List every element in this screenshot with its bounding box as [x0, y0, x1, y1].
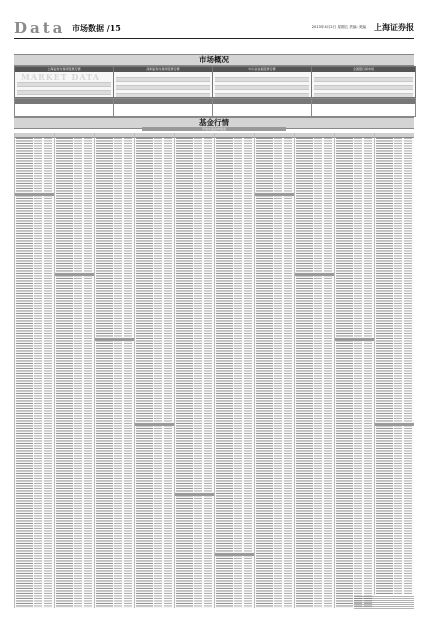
fund-column-text: [16, 138, 33, 608]
fund-column-text: [124, 138, 133, 608]
fund-table-column: [334, 133, 374, 608]
fund-column-text: [376, 138, 393, 595]
fund-column-text: [364, 138, 373, 608]
fund-table-column: [174, 133, 214, 608]
fund-table-column: [214, 133, 254, 608]
fund-category-band: [375, 423, 414, 426]
fund-table-column: [54, 133, 94, 608]
section-brand: Data: [14, 19, 66, 37]
fund-column-text: [164, 138, 173, 608]
fund-column-text: [136, 138, 153, 608]
fund-column-text: [404, 138, 413, 595]
fund-table-subtitle: 开放式基金净值表: [142, 127, 286, 131]
fund-category-band: [295, 273, 334, 276]
market-panel: [113, 66, 213, 98]
market-panel: [311, 66, 416, 98]
market-panel: [14, 66, 114, 98]
fund-table-column: [134, 133, 174, 608]
fund-column-text: [204, 138, 213, 608]
fund-column-text: [44, 138, 53, 608]
fund-column-text: [314, 138, 323, 608]
fund-column-text: [256, 138, 273, 608]
fund-column-text: [114, 138, 123, 608]
fund-column-text: [56, 138, 73, 608]
fund-table-column: [254, 133, 294, 608]
fund-category-band: [175, 493, 214, 496]
fund-table-column: [374, 133, 414, 595]
fund-column-text: [336, 138, 353, 608]
fund-column-text: [284, 138, 293, 608]
footnote: [354, 596, 414, 610]
market-panel-title: 深圳证券交易所股票行情: [114, 67, 212, 72]
fund-category-band: [335, 338, 374, 341]
market-subpanel: [14, 98, 114, 117]
fund-category-band: [255, 193, 294, 196]
fund-column-text: [234, 138, 243, 608]
newspaper-name: 上海证券报: [374, 22, 414, 32]
fund-table: [14, 127, 414, 610]
market-panel-rows: [314, 74, 413, 95]
fund-column-text: [154, 138, 163, 608]
fund-category-band: [55, 273, 94, 276]
market-panel: [212, 66, 312, 98]
market-panel-title: 上海证券交易所股票行情: [15, 67, 113, 72]
fund-table-column: [94, 133, 134, 608]
fund-column-text: [96, 138, 113, 608]
market-overview-banner: [14, 54, 414, 66]
market-panel-title: 全国银行间市场: [312, 67, 415, 72]
header-rule: [14, 38, 414, 39]
fund-column-text: [194, 138, 203, 608]
fund-column-text: [84, 138, 93, 608]
market-watermark: MARKET DATA: [21, 72, 100, 82]
page-header: [14, 20, 414, 36]
fund-column-text: [74, 138, 83, 608]
market-panel-rows: [116, 74, 210, 95]
fund-category-band: [15, 193, 54, 196]
fund-column-text: [244, 138, 253, 608]
fund-column-text: [176, 138, 193, 608]
market-subpanel: [311, 98, 416, 117]
market-panel-rows: [215, 74, 309, 95]
fund-table-column: [294, 133, 334, 608]
fund-column-text: [34, 138, 43, 608]
market-subpanel: [113, 98, 213, 117]
fund-category-band: [95, 338, 134, 341]
fund-column-text: [324, 138, 333, 608]
fund-column-text: [274, 138, 283, 608]
market-panel-rows: [17, 79, 111, 95]
fund-category-band: [135, 423, 174, 426]
market-subpanel: [212, 98, 312, 117]
fund-column-text: [216, 138, 233, 608]
fund-column-text: [354, 138, 363, 608]
market-overview-title: 市场概况: [199, 55, 229, 64]
market-panel-title: 中小企业板股票行情: [213, 67, 311, 72]
fund-column-text: [394, 138, 403, 595]
fund-category-band: [215, 553, 254, 556]
fund-column-text: [296, 138, 313, 608]
fund-quotes-title: 基金行情: [199, 118, 229, 127]
fund-table-column: [14, 133, 54, 608]
dateline: 2013年4月2日 星期五 责编: 美编: [311, 25, 366, 29]
section-title: 市场数据 /15: [72, 23, 121, 33]
